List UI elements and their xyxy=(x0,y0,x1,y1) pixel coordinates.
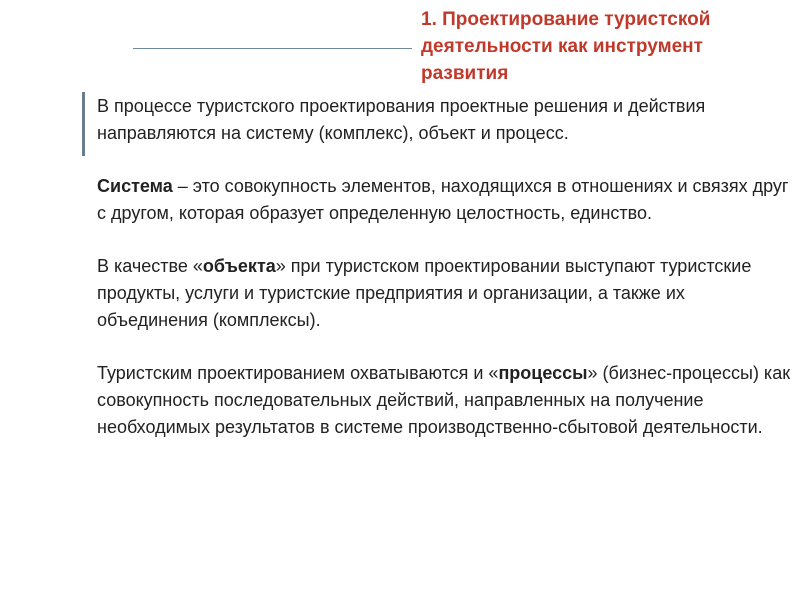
slide-title: 1. Проектирование туристской деятельности как инструмент развития xyxy=(421,9,711,84)
term-object: объекта xyxy=(202,256,276,276)
slide-body xyxy=(97,93,792,441)
paragraph-intro xyxy=(97,93,792,147)
paragraph-intro-text: В процессе туристского проектирования проектные решения и действия направляются на систему (комплекс), объект и процесс. xyxy=(97,96,706,143)
paragraph-object xyxy=(97,253,792,334)
paragraph-system-text: – это совокупность элементов, находящихся в отношениях и связях друг с другом, которая образует определенную целостность, единство. xyxy=(97,176,789,223)
paragraph-processes-pre: Туристским проектированием охватываются и « xyxy=(97,363,499,383)
accent-bar xyxy=(82,92,85,156)
term-processes: процессы xyxy=(498,363,588,383)
paragraph-system xyxy=(97,173,792,227)
paragraph-processes-post: » (бизнес-процессы) как совокупность последовательных действий, направленных на получение необходимых результатов в системе производственно-сбытовой деятельности. xyxy=(97,363,791,437)
paragraph-object-post: » при туристском проектировании выступают туристские продукты, услуги и туристские предприятия и организации, а также их объединения (комплексы). xyxy=(97,256,752,330)
paragraph-processes xyxy=(97,360,792,441)
title-divider-line xyxy=(133,48,412,49)
paragraph-object-pre: В качестве « xyxy=(97,256,203,276)
term-system: Система xyxy=(97,176,173,196)
